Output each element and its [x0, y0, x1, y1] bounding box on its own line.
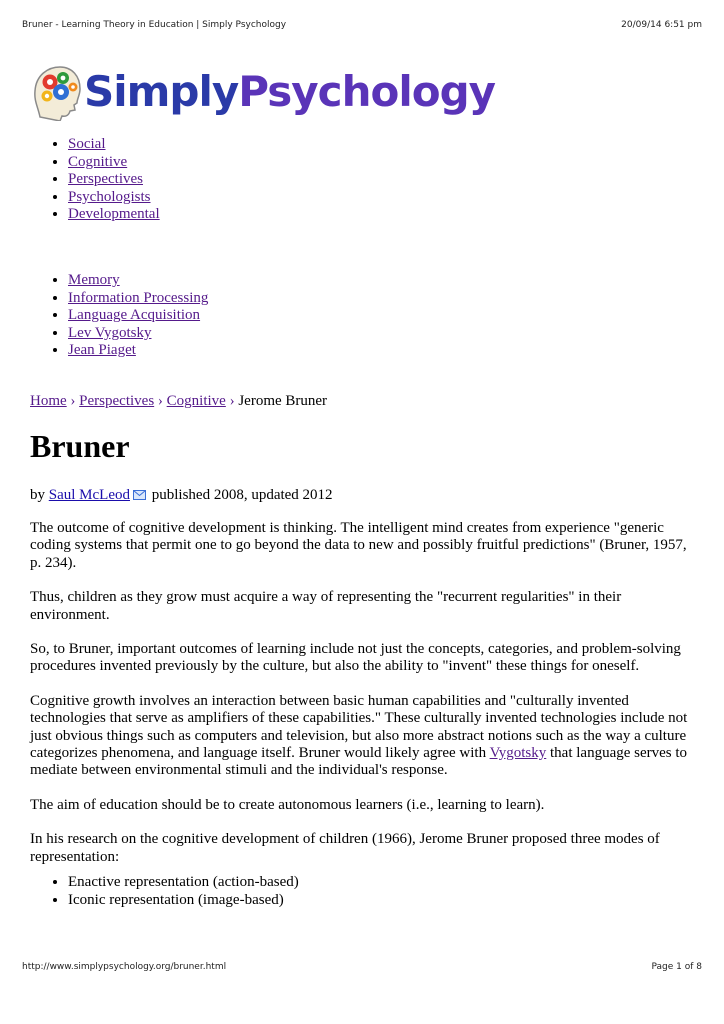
- logo-wordmark: [84, 67, 496, 116]
- paragraph-research: In his research on the cognitive development of children (1966), Jerome Bruner proposed three modes of representation:: [30, 831, 660, 865]
- nav-item-perspectives: [68, 171, 160, 189]
- breadcrumb-cognitive[interactable]: Cognitive: [166, 393, 226, 409]
- nav-link-social[interactable]: Social: [68, 136, 106, 152]
- nav-item-language-acquisition: [68, 307, 208, 325]
- breadcrumb-current: Jerome Bruner: [238, 393, 328, 409]
- logo-word-psychology: Psychology: [238, 67, 496, 116]
- nav-item-developmental: [68, 206, 160, 224]
- article-body: [30, 520, 696, 909]
- nav-item-cognitive: [68, 154, 160, 172]
- page-title: Bruner: [30, 428, 130, 464]
- breadcrumb-home[interactable]: Home: [30, 393, 67, 409]
- publish-dates: published 2008, updated 2012: [151, 487, 333, 503]
- paragraph-outcome: The outcome of cognitive development is thinking. The intelligent mind creates from experience "generic coding systems that permit one to go beyond the data to new and possibly fruitful predictions" (Bruner, 1957, p. 234).: [30, 520, 687, 571]
- modes-list: [30, 874, 696, 909]
- nav-item-memory: [68, 272, 208, 290]
- nav-item-lev-vygotsky: [68, 325, 208, 343]
- logo-word-simply: Simply: [84, 67, 239, 116]
- byline: [30, 487, 333, 504]
- breadcrumb-separator: ›: [70, 393, 76, 409]
- gear-head-icon: [30, 63, 82, 121]
- page-number: Page 1 of 8: [651, 962, 702, 972]
- author-link[interactable]: Saul McLeod: [48, 487, 130, 503]
- paragraph-cognitive-growth-text-end: that language serves to mediate between environmental stimuli and the individual's response.: [30, 745, 688, 779]
- breadcrumb: [30, 393, 327, 410]
- breadcrumb-perspectives[interactable]: Perspectives: [79, 393, 155, 409]
- nav-link-cognitive[interactable]: Cognitive: [68, 153, 128, 170]
- envelope-icon[interactable]: [133, 490, 146, 500]
- breadcrumb-separator: ›: [229, 393, 235, 409]
- print-header-title: Bruner - Learning Theory in Education | Simply Psychology: [22, 20, 287, 30]
- breadcrumb-separator: ›: [157, 393, 163, 409]
- byline-by: by: [30, 487, 45, 503]
- print-footer-url: http://www.simplypsychology.org/bruner.html: [22, 962, 227, 972]
- print-header-datetime: 20/09/14 6:51 pm: [621, 20, 702, 30]
- list-item: • Enactive representation (action-based): [68, 874, 696, 891]
- paragraph-cognitive-growth: [30, 693, 696, 780]
- nav-item-psychologists: [68, 189, 160, 207]
- paragraph-learning-outcomes: So, to Bruner, important outcomes of learning include not just the concepts, categories, and problem-solving procedures invented previously by the culture, but also the ability to "invent" these things for oneself.: [30, 641, 681, 675]
- nav-link-memory[interactable]: Memory: [68, 272, 120, 288]
- paragraph-regularities: Thus, children as they grow must acquire a way of representing the "recurrent regularities" in their environment.: [30, 589, 622, 623]
- site-logo[interactable]: [30, 62, 495, 122]
- nav-link-information-processing[interactable]: Information Processing: [68, 289, 209, 306]
- nav-link-language-acquisition[interactable]: Language Acquisition: [68, 307, 201, 324]
- nav-link-psychologists[interactable]: Psychologists: [68, 188, 151, 205]
- print-header: [22, 20, 702, 30]
- nav-item-jean-piaget: [68, 342, 208, 360]
- nav-item-information-processing: [68, 290, 208, 308]
- paragraph-education-aim: The aim of education should be to create autonomous learners (i.e., learning to learn).: [30, 796, 545, 813]
- nav-link-jean-piaget[interactable]: Jean Piaget: [68, 342, 136, 359]
- list-item: • Iconic representation (image-based): [68, 892, 696, 909]
- nav-item-social: [68, 136, 160, 154]
- nav-link-developmental[interactable]: Developmental: [68, 206, 160, 223]
- secondary-nav: [30, 272, 208, 360]
- primary-nav: [30, 136, 160, 224]
- nav-link-perspectives[interactable]: Perspectives: [68, 171, 143, 188]
- vygotsky-link[interactable]: Vygotsky: [489, 745, 547, 762]
- nav-link-lev-vygotsky[interactable]: Lev Vygotsky: [68, 324, 152, 341]
- print-footer: [22, 962, 702, 972]
- paragraph-cognitive-growth-text: Cognitive growth involves an interaction between basic human capabilities and "culturally invented technologies that serve as amplifiers of these capabilities." These culturally invented technologies include not just obvious things such as computers and television, but also more abstract notions such as the way a culture categorizes phenomena, and language itself. Bruner would likely agree with: [30, 692, 688, 762]
